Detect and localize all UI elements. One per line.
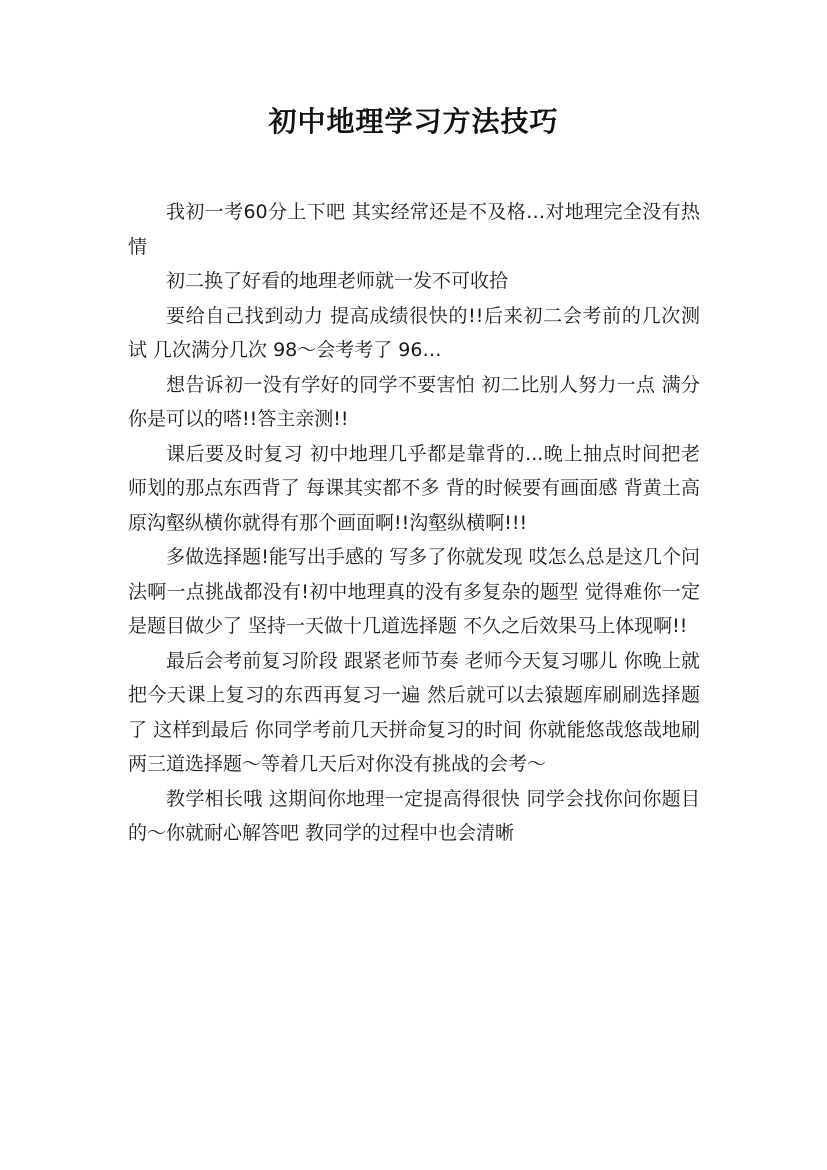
- paragraph: 多做选择题!能写出手感的 写多了你就发现 哎怎么总是这几个问法啊一点挑战都没有!初中地理真的没有多复杂的题型 觉得难你一定是题目做少了 坚持一天做十几道选择题 不久之后效果马上体现啊!!: [128, 546, 700, 637]
- paragraph: 我初一考60分上下吧 其实经常还是不及格…对地理完全没有热情: [128, 201, 700, 258]
- document-body: [128, 195, 700, 851]
- paragraph: 想告诉初一没有学好的同学不要害怕 初二比别人努力一点 满分你是可以的嗒!!答主亲测!!: [128, 373, 700, 430]
- paragraph: 教学相长哦 这期间你地理一定提高得很快 同学会找你问你题目的～你就耐心解答吧 教同学的过程中也会清晰: [128, 787, 700, 844]
- paragraph: 初二换了好看的地理老师就一发不可收拾: [166, 270, 509, 292]
- paragraph: 课后要及时复习 初中地理几乎都是靠背的...晚上抽点时间把老师划的那点东西背了 每课其实都不多 背的时候要有画面感 背黄土高原沟壑纵横你就得有那个画面啊!!沟壑纵横啊!!!: [128, 442, 700, 534]
- document-title: 初中地理学习方法技巧: [268, 105, 559, 138]
- paragraph: 要给自己找到动力 提高成绩很快的!!后来初二会考前的几次测试 几次满分几次 98～会考考了 96…: [128, 304, 700, 361]
- paragraph: 最后会考前复习阶段 跟紧老师节奏 老师今天复习哪儿 你晚上就把今天课上复习的东西再复习一遍 然后就可以去猿题库刷刷选择题了 这样到最后 你同学考前几天拼命复习的时间 你就能悠哉悠哉地刷两三道选择题～等着几天后对你没有挑战的会考～: [128, 649, 700, 775]
